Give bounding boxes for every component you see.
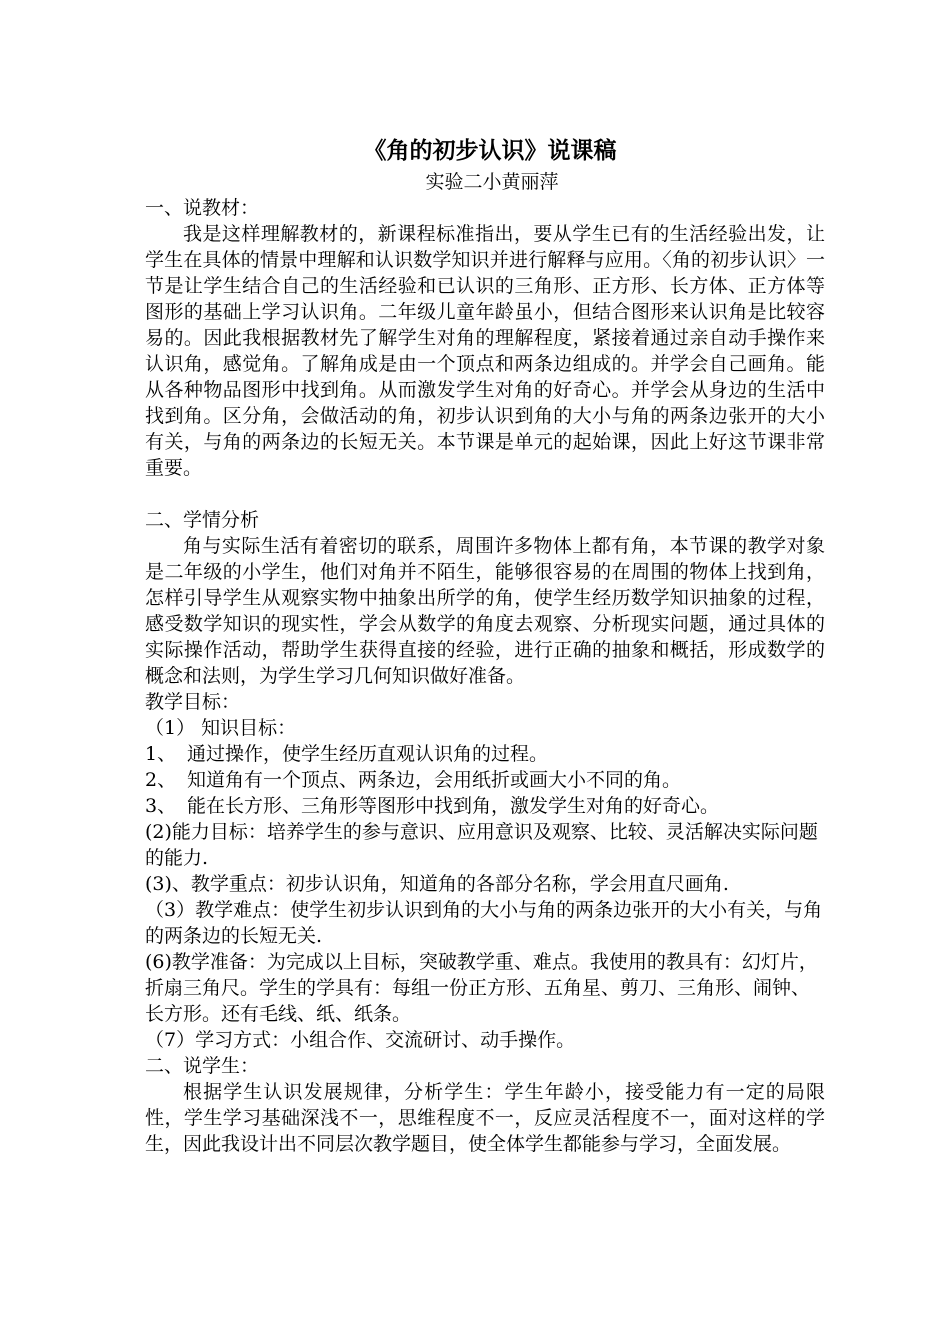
learning-method: （7）学习方式：小组合作、交流研讨、动手操作。 <box>145 1029 576 1051</box>
section-heading-analysis: 二、学情分析 <box>145 509 260 531</box>
section-heading-textbook: 一、说教材： <box>145 197 260 219</box>
author-line: 实验二小黄丽萍 <box>425 171 559 193</box>
teaching-preparation: (6)教学准备：为完成以上目标，突破教学重、难点。我使用的教具有：幻灯片，折扇三角尺。学生的学具有：每组一份正方形、五角星、剪刀、三角形、闹钟、长方形。还有毛线、纸、纸条。 <box>145 951 818 1025</box>
goal-list-number: 1、 <box>145 743 177 765</box>
goals-heading: 教学目标： <box>145 691 241 713</box>
goal-list-item <box>145 767 825 793</box>
ability-goal: (2)能力目标：培养学生的参与意识、应用意识及观察、比较、灵活解决实际问题的能力. <box>145 821 818 869</box>
goal-list-number: 3、 <box>145 795 177 817</box>
blank-line <box>145 481 825 507</box>
goal-list-text: 能在长方形、三角形等图形中找到角，激发学生对角的好奇心。 <box>187 795 720 817</box>
goal-list-text: 通过操作，使学生经历直观认识角的过程。 <box>187 743 549 765</box>
goal-list-number: 2、 <box>145 769 177 791</box>
section-paragraph-textbook: 我是这样理解教材的，新课程标准指出，要从学生已有的生活经验出发，让学生在具体的情景中理解和认识数学知识并进行解释与应用。〈角的初步认识〉一节是让学生结合自己的生活经验和已认识的三角形、正方形、长方体、正方体等图形的基础上学习认识角。二年级儿童年龄虽小，但结合图形来认识角是比较容易的。因此我根据教材先了解学生对角的理解程度，紧接着通过亲自动手操作来认识角，感觉角。了解角成是由一个顶点和两条边组成的。并学会自己画角。能从各种物品图形中找到角。从而激发学生对角的好奇心。并学会从身边的生活中找到角。区分角，会做活动的角，初步认识到角的大小与角的两条边张开的大小有关，与角的两条边的长短无关。本节课是单元的起始课，因此上好这节课非常重要。 <box>145 223 825 479</box>
goal-list-item <box>145 741 825 767</box>
knowledge-goal-heading: （1） 知识目标： <box>145 717 297 739</box>
goal-list-text: 知道角有一个顶点、两条边，会用纸折或画大小不同的角。 <box>187 769 682 791</box>
section-paragraph-analysis: 角与实际生活有着密切的联系，周围许多物体上都有角，本节课的教学对象是二年级的小学生，他们对角并不陌生，能够很容易的在周围的物体上找到角，怎样引导学生从观察实物中抽象出所学的角，使学生经历数学知识抽象的过程，感受数学知识的现实性，学会从数学的角度去观察、分析现实问题，通过具体的实际操作活动，帮助学生获得直接的经验，进行正确的抽象和概括，形成数学的概念和法则，为学生学习几何知识做好准备。 <box>145 535 825 687</box>
section-heading-students: 二、说学生： <box>145 1055 260 1077</box>
difficulty-point: （3）教学难点：使学生初步认识到角的大小与角的两条边张开的大小有关，与角的两条边的长短无关. <box>145 899 823 947</box>
document-title: 《角的初步认识》说课稿 <box>363 137 617 164</box>
key-point: (3)、教学重点：初步认识角，知道角的各部分名称，学会用直尺画角. <box>145 873 729 895</box>
section-paragraph-students: 根据学生认识发展规律，分析学生：学生年龄小，接受能力有一定的局限性，学生学习基础深浅不一，思维程度不一，反应灵活程度不一，面对这样的学生，因此我设计出不同层次教学题目，使全体学生都能参与学习，全面发展。 <box>145 1081 825 1155</box>
document-body <box>145 133 825 1157</box>
goal-list-item <box>145 793 825 819</box>
